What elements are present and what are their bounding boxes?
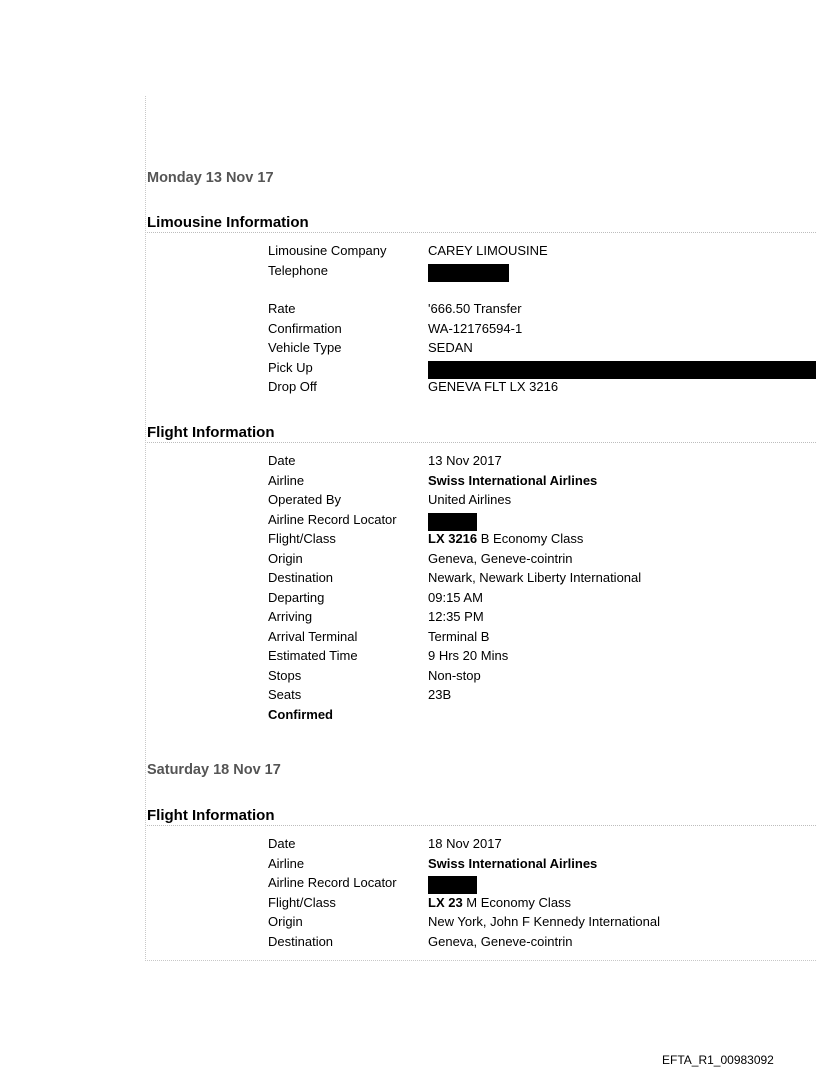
bottom-border [145, 960, 816, 961]
redacted-telephone [428, 264, 509, 282]
row-confirmation [268, 321, 816, 341]
label-operated-by: Operated By [268, 492, 341, 507]
flight-details-2 [268, 836, 816, 953]
value-date: 18 Nov 2017 [428, 836, 502, 851]
document-id: EFTA_R1_00983092 [662, 1053, 774, 1067]
row-airline [268, 856, 816, 876]
value-stops: Non-stop [428, 667, 481, 683]
label-origin: Origin [268, 550, 303, 566]
row-stops [268, 668, 816, 688]
row-arriving [268, 609, 816, 629]
flight-section-title-2: Flight Information [147, 807, 816, 826]
flight-details-1 [268, 453, 816, 726]
label-pick-up: Pick Up [268, 359, 313, 375]
label-telephone: Telephone [268, 262, 328, 278]
label-origin: Origin [268, 914, 303, 929]
value-rate: '666.50 Transfer [428, 301, 522, 316]
redacted-record-locator [428, 876, 477, 894]
value-vehicle-type: SEDAN [428, 340, 473, 355]
row-limousine-company [268, 243, 816, 263]
value-confirmation: WA-12176594-1 [428, 320, 523, 336]
flight-number: LX 23 [428, 894, 463, 910]
row-record-locator [268, 875, 816, 895]
row-estimated-time [268, 648, 816, 668]
label-estimated-time: Estimated Time [268, 648, 358, 663]
label-seats: Seats [268, 687, 302, 702]
label-confirmed: Confirmed [268, 706, 333, 722]
label-date: Date [268, 453, 296, 468]
label-destination: Destination [268, 570, 334, 585]
day-heading-saturday: Saturday 18 Nov 17 [147, 762, 281, 778]
row-airline [268, 473, 816, 493]
label-arriving: Arriving [268, 609, 313, 624]
row-drop-off [268, 379, 816, 399]
label-stops: Stops [268, 667, 302, 683]
flight-number: LX 3216 [428, 531, 478, 546]
value-origin: Geneva, Geneve-cointrin [428, 550, 573, 566]
row-date [268, 453, 816, 473]
value-arrival-terminal: Terminal B [428, 628, 490, 644]
limousine-section-title: Limousine Information [147, 214, 816, 233]
value-seats: 23B [428, 687, 452, 702]
row-origin [268, 914, 816, 934]
label-arrival-terminal: Arrival Terminal [268, 628, 358, 644]
value-estimated-time: 9 Hrs 20 Mins [428, 648, 509, 663]
row-seats [268, 687, 816, 707]
row-rate [268, 301, 816, 321]
value-destination: Newark, Newark Liberty International [428, 570, 642, 585]
label-date: Date [268, 836, 296, 851]
label-limousine-company: Limousine Company [268, 243, 387, 258]
value-limousine-company: CAREY LIMOUSINE [428, 243, 548, 258]
label-airline: Airline [268, 855, 305, 871]
value-date: 13 Nov 2017 [428, 453, 502, 468]
value-origin: New York, John F Kennedy International [428, 914, 660, 929]
row-destination [268, 570, 816, 590]
limousine-details [268, 243, 816, 399]
row-departing [268, 590, 816, 610]
left-border [145, 96, 146, 961]
label-departing: Departing [268, 589, 325, 605]
label-record-locator: Airline Record Locator [268, 511, 397, 527]
label-rate: Rate [268, 301, 296, 316]
value-destination: Geneva, Geneve-cointrin [428, 933, 573, 949]
row-date [268, 836, 816, 856]
label-vehicle-type: Vehicle Type [268, 340, 342, 355]
value-drop-off: GENEVA FLT LX 3216 [428, 379, 559, 394]
row-flight-class [268, 531, 816, 551]
label-record-locator: Airline Record Locator [268, 875, 397, 890]
row-confirmed [268, 707, 816, 727]
value-airline: Swiss International Airlines [428, 472, 598, 488]
value-airline: Swiss International Airlines [428, 855, 598, 871]
value-operated-by: United Airlines [428, 492, 512, 507]
row-destination [268, 934, 816, 954]
row-arrival-terminal [268, 629, 816, 649]
value-flight-class [428, 895, 571, 911]
row-spacer [268, 282, 816, 301]
label-flight-class: Flight/Class [268, 531, 336, 546]
value-flight-class [428, 531, 583, 547]
row-telephone [268, 263, 816, 283]
row-record-locator [268, 512, 816, 532]
value-departing: 09:15 AM [428, 589, 483, 605]
flight-section-title-1: Flight Information [147, 424, 816, 443]
redacted-pick-up [428, 361, 816, 379]
row-origin [268, 551, 816, 571]
flight-class: B Economy Class [477, 531, 584, 546]
row-vehicle-type [268, 340, 816, 360]
row-operated-by [268, 492, 816, 512]
row-flight-class [268, 895, 816, 915]
label-drop-off: Drop Off [268, 379, 317, 394]
redacted-record-locator [428, 513, 477, 531]
label-confirmation: Confirmation [268, 320, 342, 336]
day-heading-monday: Monday 13 Nov 17 [147, 170, 274, 186]
label-airline: Airline [268, 472, 305, 488]
label-flight-class: Flight/Class [268, 894, 336, 910]
row-pick-up [268, 360, 816, 380]
value-arriving: 12:35 PM [428, 609, 484, 624]
flight-class: M Economy Class [462, 894, 572, 910]
label-destination: Destination [268, 933, 334, 949]
